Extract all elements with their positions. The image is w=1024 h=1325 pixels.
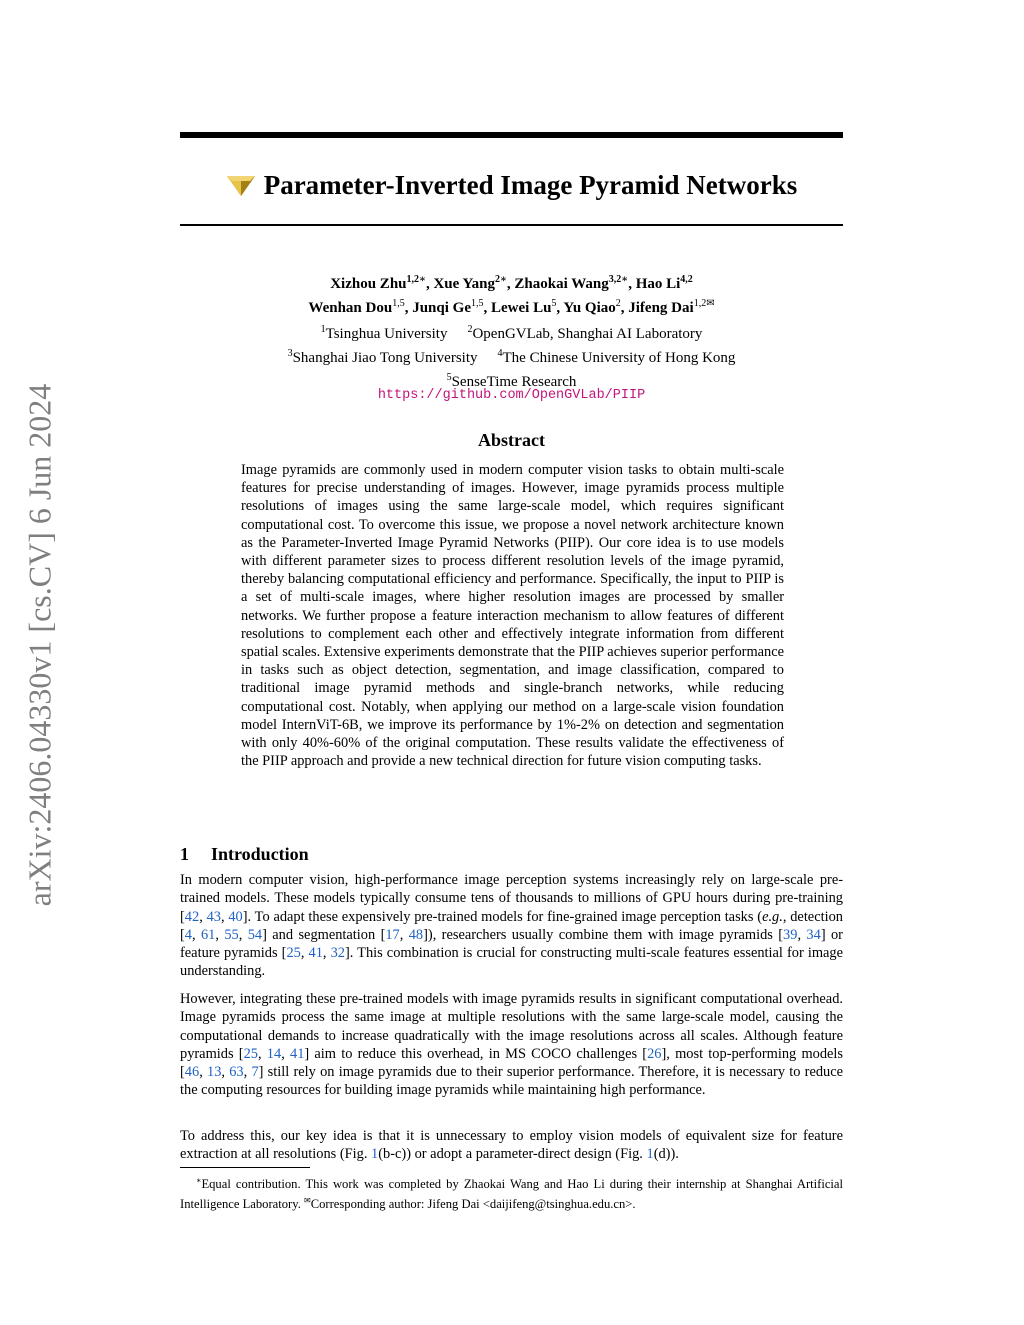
author-name: Wenhan Dou [308, 300, 393, 316]
abstract-text: Image pyramids are commonly used in modern computer vision tasks to obtain multi-scale features for precise understanding of images. However, image pyramids process multiple resolutions of images using the same large-scale model, which requires significant computational cost. To overcome this issue, we propose a novel network architecture known as the Parameter-Inverted Image Pyramid Networks (PIIP). Our core idea is to use models with different parameter sizes to process different resolution levels of the image pyramid, thereby balancing computational efficiency and performance. Specifically, the input to PIIP is a set of multi-scale images, where higher resolution images are processed by smaller networks. We further propose a feature interaction mechanism to allow features of different resolutions to complement each other and effectively integrate information from different spatial scales. Extensive experiments demonstrate that the PIIP achieves superior performance in tasks such as object detection, segmentation, and image classification, compared to traditional image pyramid methods and single-branch networks, while reducing computational cost. Notably, when applying our method on a large-scale vision foundation model InternViT-6B, we improve its performance by 1%-2% on detection and segmentation with only 40%-60% of the original computation. These results validate the effectiveness of the PIIP approach and provide a new technical direction for future vision computing tasks. [241, 462, 784, 770]
abstract-heading: Abstract [478, 430, 545, 450]
footnote-rule [180, 1167, 310, 1168]
title-top-rule [180, 132, 843, 138]
footnote-text-2: Corresponding author: Jifeng Dai <daijifeng@tsinghua.edu.cn>. [310, 1196, 636, 1211]
footnote [180, 1173, 843, 1212]
intro-paragraph-3: To address this, our key idea is that it is unnecessary to employ vision models of equivalent size for feature extraction at all resolutions (Fig. 1(b-c)) or adopt a parameter-direct design (Fig. 1(d)). [180, 1128, 843, 1163]
affiliation-mark: 3 [287, 348, 293, 359]
footnote-star: ∗ [196, 1176, 202, 1185]
italic-text: e.g. [762, 908, 783, 925]
author-affiliation-mark: 2∗ [494, 274, 507, 285]
citation-link[interactable]: 1 [371, 1146, 379, 1163]
author-name: Zhaokai Wang [514, 276, 609, 292]
author-list: Xizhou Zhu$^{1,2∗}$, Xue Yang$^{2∗}$, Zhaokai Wang$^{3,2∗}$, Hao Li$^{4,2}$ Wenhan Dou$^{1,5}$, Junqi Ge$^{1,5}$, Lewei Lu$^5$, Yu Qiao$^2$, Jifeng Dai$^{1,2✉}$ [308, 274, 715, 316]
author-affiliation-mark: 1,5 [471, 298, 484, 309]
affiliation-name: Tsinghua University [325, 326, 448, 342]
author-name: Yu Qiao [563, 300, 616, 316]
author-name: Jifeng Dai [628, 300, 694, 316]
citation-link[interactable]: 7 [251, 1064, 259, 1081]
author-name: Hao Li [635, 276, 681, 292]
citation-link[interactable]: 54 [247, 926, 263, 943]
citation-link[interactable]: 43 [206, 908, 221, 925]
intro-paragraph-2: However, integrating these pre-trained models with image pyramids results in significant computational overhead. Image pyramids process the same image at multiple resolutions with the same large-scale model, causing the computational demands to increase quadratically with the image resolutions across all scales. Although feature pyramids [25, 14, 41] aim to reduce this overhead, in MS COCO challenges [26], most top-performing models [46, 13, 63, 7] still rely on image pyramids due to their superior performance. Therefore, it is necessary to reduce the computing resources for building image pyramids while maintaining high performance. [180, 991, 844, 1099]
citation-link[interactable]: 63 [229, 1064, 244, 1081]
citation-link[interactable]: 32 [330, 945, 345, 962]
pyramid-logo-icon [226, 173, 256, 197]
citation-link[interactable]: 48 [408, 926, 424, 943]
citation-link[interactable]: 40 [228, 908, 243, 925]
author-affiliation-mark: 4,2 [680, 274, 693, 285]
section-title: Introduction [211, 844, 309, 864]
affiliation-name: SenseTime Research [451, 374, 577, 390]
citation-link[interactable]: 46 [184, 1064, 200, 1081]
citation-link[interactable]: 55 [224, 926, 239, 943]
citation-link[interactable]: 41 [290, 1045, 305, 1062]
citation-link[interactable]: 17 [385, 926, 400, 943]
author-name: Xizhou Zhu [330, 276, 407, 292]
affiliation-mark: 5 [446, 372, 452, 383]
author-affiliation-mark: 1,2∗ [406, 274, 426, 285]
author-affiliation-mark: 5 [551, 298, 557, 309]
author-affiliation-mark: 1,2✉ [693, 298, 715, 309]
section-number: 1 [180, 844, 189, 864]
citation-link[interactable]: 25 [286, 945, 301, 962]
citation-link[interactable]: 41 [308, 945, 323, 962]
intro-paragraph-1: In modern computer vision, high-performance image perception systems increasingly rely on large-scale pre-trained models. These models typically consume tens of thousands to millions of GPU hours during pre-training [42, 43, 40]. To adapt these expensively pre-trained models for fine-grained image perception tasks (e.g., detection [4, 61, 55, 54] and segmentation [17, 48]), researchers usually combine them with image pyramids [39, 34] or feature pyramids [25, 41, 32]. This combination is crucial for constructing multi-scale features essential for image understanding. [180, 872, 843, 980]
mail-icon: ✉ [304, 1195, 311, 1205]
affiliation-list [180, 320, 843, 392]
citation-link[interactable]: 61 [200, 926, 216, 943]
paper-title: Parameter-Inverted Image Pyramid Networks [263, 169, 798, 200]
title-bottom-rule [180, 224, 843, 226]
author-affiliation-mark: 1,5 [392, 298, 405, 309]
author-name: Lewei Lu [491, 300, 552, 316]
author-affiliation-mark: 3,2∗ [608, 274, 629, 285]
citation-link[interactable]: 34 [806, 926, 821, 943]
affiliation-name: Shanghai Jiao Tong University [292, 350, 478, 366]
section-heading [180, 844, 309, 865]
affiliation-mark: 4 [497, 348, 503, 359]
citation-link[interactable]: 42 [184, 908, 200, 925]
title-row [180, 163, 843, 207]
citation-link[interactable]: 26 [647, 1045, 662, 1062]
footnote-text-1: Equal contribution. This work was completed by Zhaokai Wang and Hao Li during their internship at Shanghai Artificial Intelligence Laboratory. [180, 1177, 843, 1211]
affiliation-mark: 1 [320, 324, 326, 335]
citation-link[interactable]: 39 [783, 926, 798, 943]
citation-link[interactable]: 1 [646, 1146, 654, 1163]
citation-link[interactable]: 14 [266, 1045, 282, 1062]
citation-link[interactable]: 13 [207, 1064, 222, 1081]
author-name: Xue Yang [433, 276, 495, 292]
repo-link[interactable]: https://github.com/OpenGVLab/PIIP [377, 388, 646, 403]
author-affiliation-mark: 2 [615, 298, 621, 309]
author-name: Junqi Ge [412, 300, 471, 316]
citation-link[interactable]: 4 [184, 926, 192, 943]
affiliation-mark: 2 [467, 324, 473, 335]
affiliation-name: OpenGVLab, Shanghai AI Laboratory [472, 326, 703, 342]
affiliation-name: The Chinese University of Hong Kong [502, 350, 736, 366]
citation-link[interactable]: 25 [243, 1045, 258, 1062]
arxiv-stamp: arXiv:2406.04330v1 [cs.CV] 6 Jun 2024 [21, 383, 58, 907]
